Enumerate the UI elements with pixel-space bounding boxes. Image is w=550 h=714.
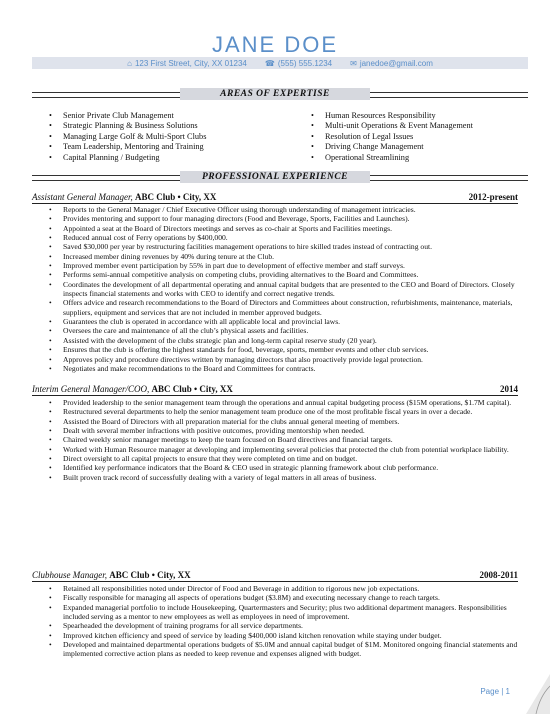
job-company: ABC Club • City, XX [135,192,217,202]
candidate-name: JANE DOE [211,32,339,57]
duty-item: • Provides mentoring and support to four managing directors (Food and Beverage, Sports, Facilities and Launches). [63,214,523,223]
duty-item: • Built proven track record of successfully dealing with a variety of legal matters in all areas of business. [63,473,523,482]
duty-item: • Restructured several departments to help the senior management team produce one of the most profitable fiscal years in over a decade. [63,407,523,416]
expertise-item: • Resolution of Legal Issues [325,132,535,142]
experience-heading: PROFESSIONAL EXPERIENCE [180,171,370,183]
expertise-item: • Managing Large Golf & Multi-Sport Clubs [63,132,293,142]
duty-item: • Direct oversight to all capital projects to ensure that they were completed on time and on budget. [63,454,523,463]
contact-bar [32,57,528,69]
home-icon: ⌂ [127,58,132,68]
job-dates: 2012-present [468,192,518,202]
job-duties-list [63,584,523,659]
expertise-item: • Multi-unit Operations & Event Management [325,121,535,131]
duty-item: • Appointed a seat at the Board of Directors meetings and serves as co-chair at Sports and Facilities meetings. [63,224,523,233]
job-duties-list [63,205,523,373]
duty-item: • Expanded managerial portfolio to include Housekeeping, Quartermasters and Security; plus two additional department managers. Responsibilities included serving as a mentor to new employees as well as employees in need of improvement. [63,603,523,622]
job-title: Interim General Manager/COO, [32,384,150,394]
duty-item: • Saved $30,000 per year by restructuring facilities management operations to hire skilled trades instead of contracting out. [63,242,523,251]
job-rule [32,395,518,396]
job-rule [32,203,518,204]
expertise-item: • Senior Private Club Management [63,111,293,121]
duty-item: • Negotiates and make recommendations to the Board and Committees for contracts. [63,364,523,373]
duty-item: • Developed and maintained departmental operations budgets of $5.0M and annual capital budget of $1M. Monitored ongoing financial statements and implemented corrective action plans as needed to keep revenue and expenses aligned with budget. [63,640,523,659]
duty-item: • Oversees the care and maintenance of all the club’s physical assets and facilities. [63,326,523,335]
job-dates: 2014 [500,384,518,394]
duty-item: • Assisted the Board of Directors with all preparation material for the clubs annual general meeting of members. [63,417,523,426]
email-icon: ✉ [350,58,357,68]
phone-icon: ☎ [264,58,275,68]
duty-item: • Approves policy and procedure directives written by managing directors that also proactively provide legal protection. [63,355,523,364]
job-company: ABC Club • City, XX [151,384,233,394]
duty-item: • Retained all responsibilities noted under Director of Food and Beverage in addition to rigorous new job expectations. [63,584,523,593]
duty-item: • Offers advice and research recommendations to the Board of Directors and Committees about construction, refurbishments, maintenance, materials, suppliers, equipment and services that are not included in member approved budgets. [63,298,523,317]
job-title: Assistant General Manager, [32,192,133,202]
duty-item: • Assisted with the development of the clubs strategic plan and long-term capital reserve study (20 year). [63,336,523,345]
duty-item: • Ensures that the club is offering the highest standards for food, beverage, sports, member events and other club services. [63,345,523,354]
duty-item: • Provided leadership to the senior management team through the operations and annual capital budgeting process ($15M operations, $1.7M capital). [63,398,523,407]
duty-item: • Worked with Human Resource manager at developing and implementing several policies that protected the club from potential workplace liability. [63,445,523,454]
expertise-item: • Operational Streamlining [325,153,535,163]
job-rule [32,581,518,582]
expertise-list-left [63,111,293,163]
duty-item: • Performs semi-annual competitive analysis on competing clubs, providing alternatives to the Board and Committees. [63,270,523,279]
duty-item: • Increased member dining revenues by 40% during tenure at the Club. [63,252,523,261]
job-title: Clubhouse Manager, [32,570,107,580]
duty-item: • Reduced annual cost of Ferry operations by $400,000. [63,233,523,242]
duty-item: • Guarantees the club is operated in accordance with all applicable local and provincial laws. [63,317,523,326]
expertise-item: • Driving Change Management [325,142,535,152]
job-header [32,384,518,395]
duty-item: • Coordinates the development of all departmental operating and annual capital budgets that are presented to the CEO and Board of Directors. Closely inspects financial statements and works with CEO to identify and correct negative trends. [63,280,523,299]
job-duties-list [63,398,523,482]
duty-item: • Spearheaded the development of training programs for all service departments. [63,621,523,630]
duty-item: • Improved kitchen efficiency and speed of service by leading $400,000 island kitchen renovation while staying under budget. [63,631,523,640]
job-dates: 2008-2011 [479,570,518,580]
page-number: Page | 1 [480,687,510,696]
email-text[interactable]: janedoe@gmail.com [359,58,433,68]
address-item [127,59,247,68]
expertise-item: • Strategic Planning & Business Solutions [63,121,293,131]
job-header [32,570,518,581]
duty-item: • Identified key performance indicators that the Board & CEO used in strategic planning framework about club performance. [63,463,523,472]
expertise-item: • Human Resources Responsibility [325,111,535,121]
expertise-list-right [325,111,535,163]
expertise-item: • Capital Planning / Budgeting [63,153,293,163]
page-curl-icon [526,674,550,714]
phone-text: (555) 555.1234 [277,58,333,68]
duty-item: • Dealt with several member infractions with positive outcomes, providing mentorship when needed. [63,426,523,435]
job-header [32,192,518,203]
expertise-heading: AREAS OF EXPERTISE [180,88,370,100]
duty-item: • Fiscally responsible for managing all aspects of operations budget ($3.8M) and executing necessary change to reach targets. [63,593,523,602]
duty-item: • Improved member event participation by 55% in part due to development of effective member and staff surveys. [63,261,523,270]
duty-item: • Reports to the General Manager / Chief Executive Officer using thorough understanding of management intricacies. [63,205,523,214]
address-text: 123 First Street, City, XX 01234 [134,58,247,68]
email-item[interactable] [350,59,433,68]
job-company: ABC Club • City, XX [109,570,191,580]
duty-item: • Chaired weekly senior manager meetings to keep the team focused on Board directives and financial targets. [63,435,523,444]
expertise-item: • Team Leadership, Mentoring and Training [63,142,293,152]
phone-item [265,59,332,68]
